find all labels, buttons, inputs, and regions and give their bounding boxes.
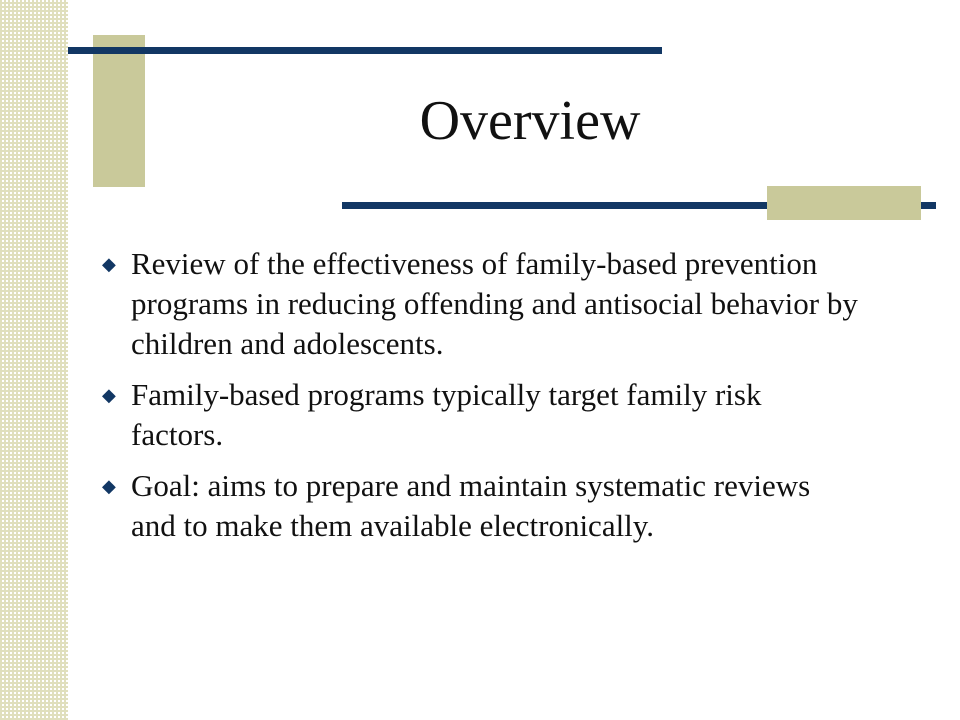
bullet-item (100, 466, 860, 546)
bullet-item (100, 375, 860, 455)
diamond-bullet-icon: ◆ (102, 254, 116, 274)
decorative-stripe-panel (0, 0, 68, 720)
bullet-list (100, 244, 860, 557)
diamond-bullet-icon: ◆ (102, 476, 116, 496)
decorative-navy-line-top (68, 47, 662, 54)
bullet-text: Family-based programs typically target family risk factors. (131, 377, 762, 452)
bullet-item (100, 244, 860, 364)
decorative-khaki-block-left (93, 35, 145, 187)
bullet-text: Review of the effectiveness of family-based prevention programs in reducing offending and antisocial behavior by children and adolescents. (131, 246, 858, 361)
slide-title: Overview (419, 90, 641, 152)
decorative-khaki-block-right (767, 186, 921, 220)
bullet-text: Goal: aims to prepare and maintain systematic reviews and to make them available electronically. (131, 468, 811, 543)
diamond-bullet-icon: ◆ (102, 385, 116, 405)
